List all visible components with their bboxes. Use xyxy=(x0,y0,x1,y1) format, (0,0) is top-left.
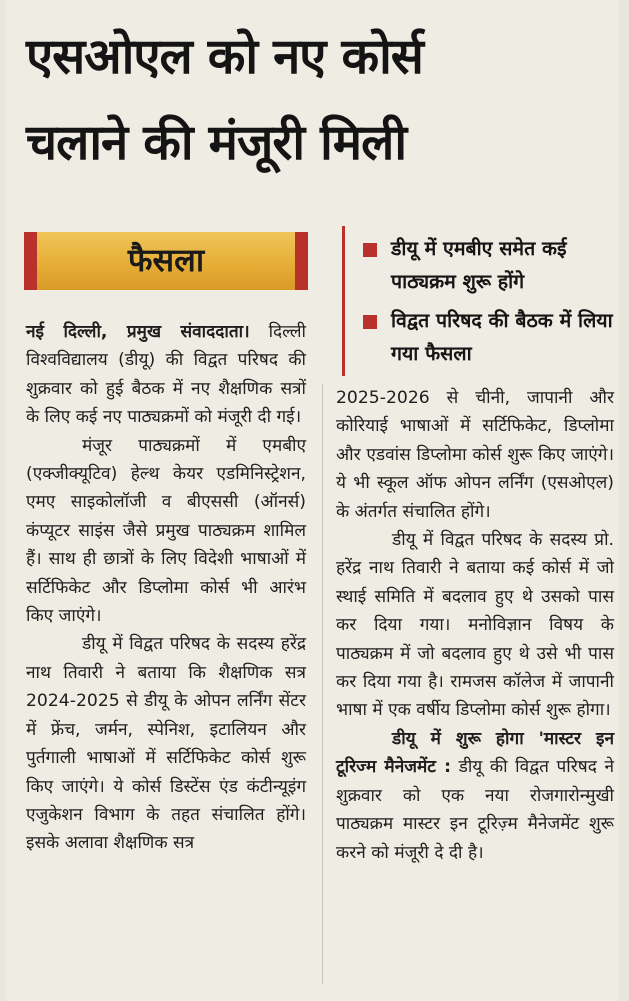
newspaper-clipping xyxy=(6,0,619,1001)
paragraph: डीयू में विद्वत परिषद के सदस्य हरेंद्र नाथ तिवारी ने बताया कि शैक्षणिक सत्र 2024-2025 से डीयू के ओपन लर्निंग सेंटर में फ्रेंच, जर्मन, स्पेनिश, इटालियन और पुर्तगाली भाषाओं में सर्टिफिकेट कोर्स शुरू किए जाएंगे। ये कोर्स डिस्टेंस एंड कंटीन्यूइंग एजुकेशन विभाग के तहत संचालित होंगे। इसके अलावा शैक्षणिक सत्र xyxy=(26,634,306,854)
section-tag xyxy=(24,232,308,290)
headline xyxy=(26,14,616,186)
headline-line-2: चलाने की मंजूरी मिली xyxy=(26,114,407,171)
subheading: डीयू में शुरू होगा 'मास्टर इन टूरिज्म मैनेजमेंट : xyxy=(336,728,614,778)
paragraph: मंजूर पाठ्यक्रमों में एमबीए (एक्जीक्यूटिव) हेल्थ केयर एडमिनिस्ट्रेशन, एमए साइकोलॉजी व बीएससी (ऑनर्स) कंप्यूटर साइंस जैसे प्रमुख पाठ्यक्रम शामिल हैं। साथ ही छात्रों के लिए विदेशी भाषाओं में सर्टिफिकेट और डिप्लोमा कोर्स भी आरंभ किए जाएंगे। xyxy=(26,435,306,627)
section-tag-label: फैसला xyxy=(127,241,205,279)
highlights-box xyxy=(342,226,615,376)
paragraph: डीयू में विद्वत परिषद के सदस्य प्रो. हरेंद्र नाथ तिवारी ने बताया कई कोर्स में जो स्थाई समिति में बदलाव हुए थे उसको पास कर दिया गया। मनोविज्ञान विषय के पाठ्यक्रम में जो बदलाव हुए थे उसे भी पास कर दिया गया है। रामजस कॉलेज में जापानी भाषा में एक वर्षीय डिप्लोमा कोर्स शुरू होगा। xyxy=(336,530,614,721)
column-divider xyxy=(322,384,323,984)
highlight-item xyxy=(345,304,615,370)
paragraph: दिल्ली विश्वविद्यालय (डीयू) की विद्वत परिषद की शुक्रवार को हुई बैठक में नए शैक्षणिक सत्रों के लिए कई नए पाठ्यक्रमों को मंजूरी दी गई। xyxy=(26,322,306,428)
highlight-text: विद्वत परिषद की बैठक में लिया गया फैसला xyxy=(391,309,613,365)
paragraph: डीयू की विद्वत परिषद ने शुक्रवार को एक नया रोजगारोन्मुखी पाठ्यक्रम मास्टर इन टूरिज़्म मैनेजमेंट शुरू करने को मंजूरी दे दी है। xyxy=(336,757,615,863)
bullet-square-icon xyxy=(363,315,377,329)
tag-right-bar xyxy=(295,232,308,290)
dateline: नई दिल्ली, प्रमुख संवाददाता। xyxy=(26,322,250,342)
highlight-text: डीयू में एमबीए समेत कई पाठ्यक्रम शुरू होंगे xyxy=(391,237,567,293)
paragraph: 2025-2026 से चीनी, जापानी और कोरियाई भाषाओं में सर्टिफिकेट, डिप्लोमा और एडवांस डिप्लोमा कोर्स शुरू किए जाएंगे। ये भी स्कूल ऑफ ओपन लर्निंग (एसओएल) के अंतर्गत संचालित होंगे। xyxy=(336,388,614,522)
headline-line-1: एसओएल को नए कोर्स xyxy=(26,28,423,85)
highlight-item xyxy=(345,232,615,298)
bullet-square-icon xyxy=(363,243,377,257)
article-column-1 xyxy=(26,318,306,858)
article-column-2 xyxy=(336,384,614,867)
